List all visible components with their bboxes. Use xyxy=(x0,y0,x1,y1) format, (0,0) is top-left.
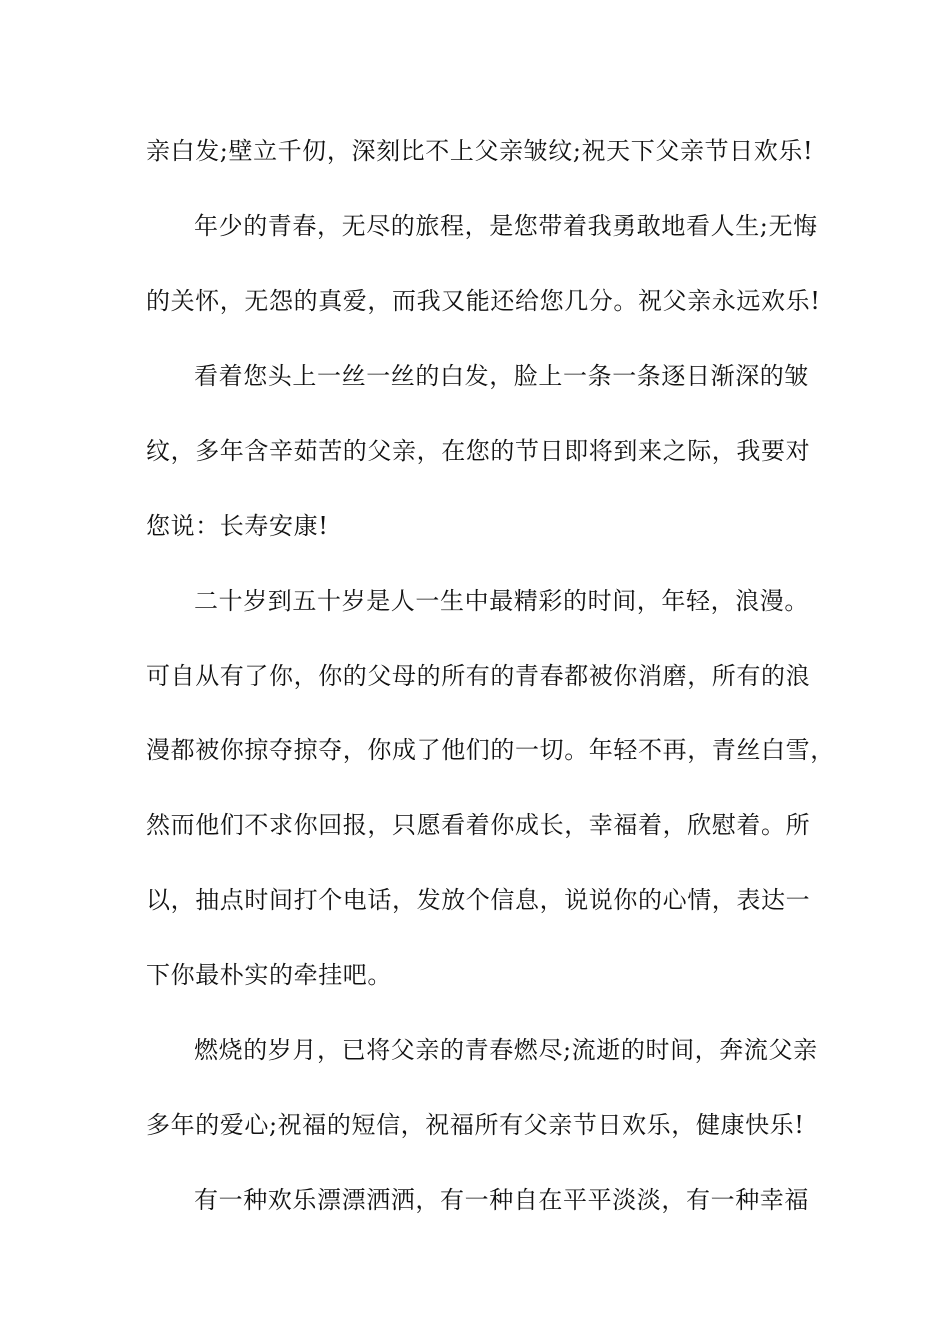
paragraph-start-line: 二十岁到五十岁是人一生中最精彩的时间，年轻，浪漫。 xyxy=(194,587,809,615)
text-line: 纹，多年含辛茹苦的父亲，在您的节日即将到来之际，我要对 xyxy=(146,437,811,465)
text-line: 可自从有了你，你的父母的所有的青春都被你消磨，所有的浪 xyxy=(146,662,811,690)
text-line: 下你最朴实的牵挂吧。 xyxy=(146,961,392,989)
text-line: 然而他们不求你回报，只愿看着你成长，幸福着，欣慰着。所 xyxy=(146,811,811,839)
text-line: 亲白发;壁立千仞，深刻比不上父亲皱纹;祝天下父亲节日欢乐! xyxy=(146,137,814,165)
paragraph-start-line: 年少的青春，无尽的旅程，是您带着我勇敢地看人生;无悔 xyxy=(194,212,818,240)
text-line: 漫都被你掠夺掠夺，你成了他们的一切。年轻不再，青丝白雪， xyxy=(146,736,835,764)
paragraph-start-line: 看着您头上一丝一丝的白发，脸上一条一条逐日渐深的皱 xyxy=(194,362,809,390)
paragraph-start-line: 有一种欢乐漂漂洒洒，有一种自在平平淡淡，有一种幸福 xyxy=(194,1186,809,1214)
paragraph-start-line: 燃烧的岁月，已将父亲的青春燃尽;流逝的时间，奔流父亲 xyxy=(194,1036,818,1064)
text-line: 的关怀，无怨的真爱，而我又能还给您几分。祝父亲永远欢乐! xyxy=(146,287,821,315)
text-line: 多年的爱心;祝福的短信，祝福所有父亲节日欢乐，健康快乐! xyxy=(146,1111,805,1139)
text-line: 您说：长寿安康! xyxy=(146,512,329,540)
text-line: 以，抽点时间打个电话，发放个信息，说说你的心情，表达一 xyxy=(146,886,811,914)
